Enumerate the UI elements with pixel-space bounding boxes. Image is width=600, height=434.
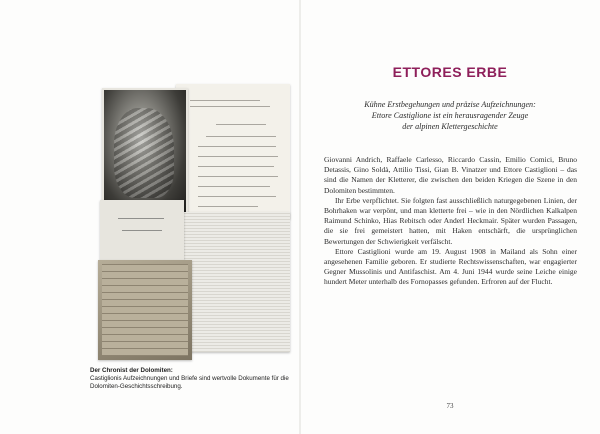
caption-text: Castiglionis Aufzeichnungen und Briefe sind wertvolle Dokumente für die Dolomiten-Geschichtsschreibung.	[90, 375, 289, 391]
climbing-notebook	[98, 260, 192, 360]
mountain-photograph	[102, 88, 188, 214]
chapter-title: ETTORES ERBE	[392, 64, 508, 80]
paragraph-3: Ettore Castiglioni wurde am 19. August 1908 in Mailand als Sohn einer angesehenen Familie geboren. Er studierte Rechtswissenschaften, war engagierter Gegner Mussolinis und Antifaschist. Am 4. Juni 1944 wurde seine Leiche einige hundert Meter unterhalb des Fornopasses gefunden. Erfroren auf der Flucht.	[324, 246, 577, 287]
document-collage-photo	[90, 78, 294, 362]
subtitle-line-1: Kühne Erstbegehungen und präzise Aufzeichnungen:	[364, 100, 536, 109]
photo-caption	[90, 367, 290, 392]
chapter-subtitle	[320, 99, 580, 132]
caption-title: Der Chronist der Dolomiten:	[90, 367, 173, 374]
typed-document	[182, 212, 290, 352]
subtitle-line-3: der alpinen Klettergeschichte	[402, 122, 498, 131]
paragraph-1: Giovanni Andrich, Raffaele Carlesso, Riccardo Cassin, Emilio Comici, Bruno Detassis, Gino Soldà, Attilio Tissi, Gian B. Vinatzer und Ettore Castiglioni – das sind die Namen der Kletterer, die zwischen den beiden Kriegen die Szene in den Dolomiten bestimmten.	[324, 155, 577, 195]
paragraph-2: Ihr Erbe verpflichtet. Sie folgten fast ausschließlich naturgegebenen Linien, der Bohrhaken war verpönt, und man kletterte frei – wie in den Nördlichen Kalkalpen Raimund Schinko, Hias Rebitsch oder Anderl Heckmair. Später wurden Passagen, die sie frei gemeistert hatten, mit Haken entschärft, die ursprünglichen Bewertungen der Schwierigkeit verfälscht.	[324, 195, 577, 246]
page-number: 73	[446, 402, 454, 410]
handwritten-letter	[176, 84, 290, 219]
subtitle-line-2: Ettore Castiglione ist ein herausragender Zeuge	[371, 111, 529, 120]
book-gutter	[299, 0, 301, 434]
body-text	[324, 155, 577, 288]
envelope	[100, 200, 184, 262]
